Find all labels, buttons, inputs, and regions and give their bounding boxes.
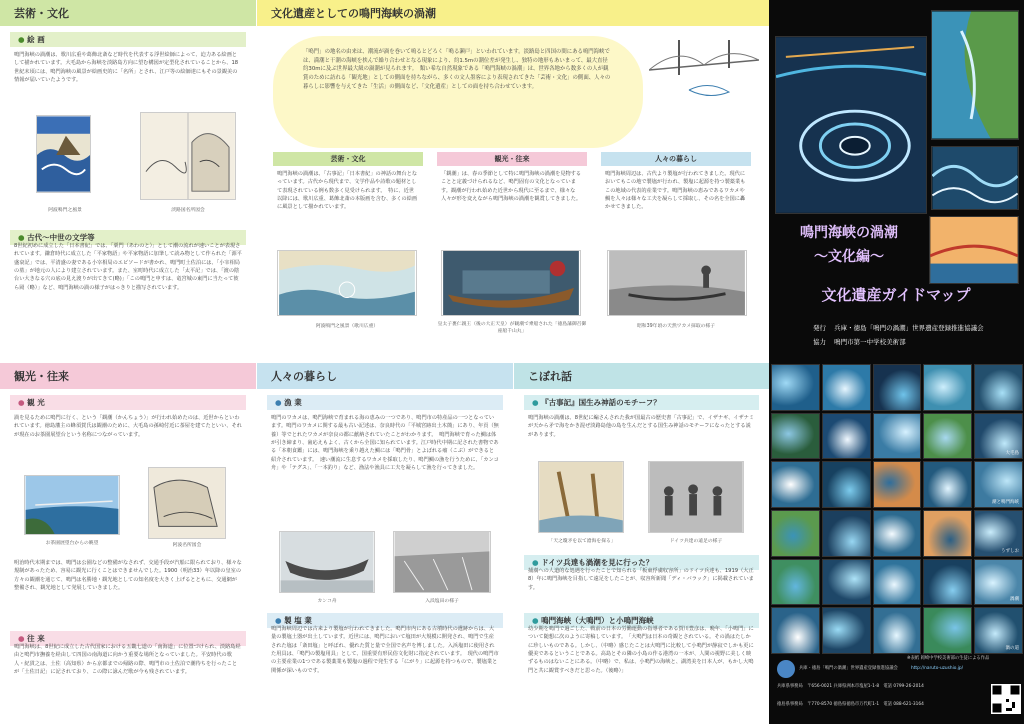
- artwork-thumbnail-grid: [771, 364, 1023, 654]
- footer-tokushima: 徳島県事務局 〒770-8570 徳島県徳島市万代町1-1 電話 088-621-3164: [777, 702, 924, 707]
- footer-url[interactable]: http://naruto-uzushio.jp/: [911, 666, 964, 671]
- bridge-sketch-image: [649, 40, 759, 104]
- artwork-thumbnail: [873, 607, 922, 654]
- salt-field-image: [393, 531, 491, 593]
- caption-kuniumi: 「天之瓊矛を以て滄海を探る」: [548, 539, 616, 544]
- heritage-intro-box: [273, 36, 643, 148]
- cover-waves-painting: [931, 146, 1019, 210]
- column-arts-title: 芸術・文化: [273, 152, 423, 166]
- artwork-thumbnail: [822, 413, 871, 460]
- artwork-thumbnail: [974, 607, 1023, 654]
- artwork-thumbnail: [923, 607, 972, 654]
- artwork-thumbnail: [873, 364, 922, 411]
- caption-ochaen: お茶園展望台からの眺望: [45, 541, 99, 546]
- cover-title-line1: 鳴門海峡の渦潮: [800, 225, 898, 241]
- column-tourism-text: 「観潮」は、春の季節として特に鳴門海峡の渦潮を見物することと定義づけられるなど、鳴門固有の文化となっています。観潮が行われ始めた近世から現代に至るまで、様々な人々が形を変えながら鳴門海峡の渦潮を観賞してきました。: [441, 171, 582, 202]
- artwork-thumbnail: [822, 559, 871, 606]
- panel-arts-culture: [0, 0, 256, 362]
- artwork-thumbnail: [923, 510, 972, 557]
- caption-kanko: カンコ舟: [317, 599, 337, 604]
- hiroshige-landscape-image: [277, 250, 417, 316]
- column-tourism-title: 観光・往来: [437, 152, 587, 166]
- kojiki-text: 鳴門海峡の渦潮は、8世紀に編さんされた我が国最古の歴史書「古事記」で、イザナギ、イザナミが天から矛で海をかき混ぜ淡路島他の島を生んだとする国生み神話のモチーフになったとする説があります。: [528, 415, 755, 438]
- caption-salt-field: 入浜塩田の様子: [425, 599, 459, 604]
- artwork-title: 渦潮: [1009, 597, 1019, 603]
- publisher-line: [813, 323, 1021, 332]
- artwork-thumbnail: [822, 364, 871, 411]
- caption-awa-meisho: 阿波名所図会: [172, 543, 202, 548]
- caption-wakame: 昭和39年頃の天然ワカメ採取の様子: [636, 324, 716, 329]
- subheading-salt: ● 製 塩 業: [267, 613, 503, 628]
- panel-tourism: [0, 363, 256, 724]
- column-life-text: 鳴門海峡周辺は、古代より製塩が行われてきました。現代においてもこの地で製塩が行われ、製塩に起源を持つ製薬業もこの地域の代表的産業です。鳴門海峡の恵みであるワカメや鯛を人々は様々な工夫を凝らして採取し、その名を全国に轟かせてきました。: [605, 171, 746, 211]
- artwork-thumbnail: [923, 413, 972, 460]
- panel-title: 文化遺産としての鳴門海峡の渦潮: [257, 0, 769, 26]
- column-life-title: 人々の暮らし: [601, 152, 751, 166]
- artwork-thumbnail: [873, 461, 922, 508]
- german-soldiers-image: [648, 461, 744, 533]
- awa-meisho-zue-image: [148, 467, 226, 539]
- artwork-thumbnail: [822, 510, 871, 557]
- subheading-konaruto: ● 鳴門海峡（大鳴門）と小鳴門海峡: [524, 613, 759, 628]
- salt-text: 鳴門海峡周辺では古来より製塩が行われてきました。鳴門市内にある古墳時代の遺跡からは、大量の製塩土器が出土しています。近世には、鳴門において塩田が大規模に開発され、鳴門で生産された塩は「斎田塩」と呼ばれ、優れた質と量で全国で名声を博しました。入浜塩田に使用された用具は、「鳴門の製塩用具」として、国重要有形民俗文化財に指定されています。 現代の鳴門市の主要産業の1つである製薬業も製塩の過程で発生する「にがり」に起源を持つもので、製塩業と関係が深いものです。: [271, 626, 499, 674]
- meiji-text: 明治時代末期までは、鳴門は公園などの整備がなされず、交通手段が汽船に限られており、様々な規制があったため、容易に観光に行くことはできませんでした。1900（明治33）年以降の皇室の方々の観潮を通じて、鳴門は名勝地・観光地としての知名度を大きく上げるとともに、交通網が整備され、観光地として発展していきました。: [14, 560, 242, 591]
- artwork-thumbnail: [974, 510, 1023, 557]
- subheading-sightseeing: ● 観 光: [10, 395, 246, 410]
- subheading-painting: ● 絵 画: [10, 32, 246, 47]
- artwork-thumbnail: [923, 364, 972, 411]
- awaji-meisho-zue-image: [140, 112, 236, 200]
- subheading-travel: ● 往 来: [10, 631, 246, 646]
- heritage-intro-text: 「鳴門」の地名の由来は、潮流が渦を巻いて鳴るとどろく「鳴る瀬戸」といわれています。淡路島と四国の間にある鳴門海峡では、満潮と干潮の海峡を挟んで繰り合わせとなる現象により、約1.5mの潮位差が発生し、独特の地形もあいまって、最大直径約30mに及ぶ世界最大級の渦潮が見られます。 類い希な自然現象である「鳴門海峡の渦潮」は、世界各地から数多くの人が観賞のために訪れる「観光地」としての側面を持ちながら、多くの文人墨客により表現されてきた「芸術・文化」の側面、人々の暮らしに影響を与えてきた「生活」の側面など、「文化遺産」としての面を持ち合わせています。: [303, 49, 611, 90]
- artwork-thumbnail: [771, 364, 820, 411]
- artwork-thumbnail: [974, 461, 1023, 508]
- artwork-title: 大毛島: [1005, 451, 1019, 457]
- caption-hiroshige: 阿波鳴門之風景（歌川広重）: [315, 324, 379, 329]
- panel-title: 観光・往来: [0, 363, 256, 389]
- artwork-thumbnail: [822, 461, 871, 508]
- ukiyoe-whirlpool-image: [36, 115, 91, 193]
- publisher-name: 兵庫・徳島「鳴門の渦潮」世界遺産登録推進協議会: [834, 324, 984, 332]
- wakame-harvest-image: [607, 250, 747, 316]
- travel-text: 鳴門海峡は、8世紀に成立した古代国家における五畿七道の「南海道」に位置づけられ、淡路島経由と鳴門市撫養を経由して四国の南海道に向かう重要な場所となっていました。平安時代の歌人・紀貫之は、土佐（高知県）から京都までの帰路の際、鳴門市の土佐泊で潮待ちを行ったことが「土佐日記」に記されており、この際に詠んだ歌が今も残されています。: [14, 644, 241, 675]
- artwork-thumbnail: [974, 413, 1023, 460]
- fishery-text: 鳴門のワカメは、鳴門海峡で育まれる海の恵みの一つであり、鳴門市の特産品の一つとなっています。鳴門のワカメに関する最も古い記述は、奈良時代の「平城宮跡出土木簡」にあり、年貢（無養）等でとれたワカメが奈良の都に献納されていたことがわかります。 鳴門海峡で育った鯛は体が引き締まり、歯応えもよく、古くから全国に知られています。江戸時代中期に記された書物である「本朝食鑑」には、鳴門海峡を乗り越えた鯛には「鳴門骨」とよばれる瘤（こぶ）ができると紹介されています。 速い潮流に生息するワカメを採取したり、鳴門鯛の漁を行うために、「カンコ舟」や「テグス」、「一本釣り」など、漁法や漁具に工夫を凝らして漁を行ってきました。: [271, 415, 499, 471]
- artwork-title: 渦の道: [1005, 645, 1019, 651]
- artwork-thumbnail: [822, 607, 871, 654]
- artwork-thumbnail: [771, 413, 820, 460]
- german-text: 捕虜への人道的な処遇を行ったことで知られる「板東俘虜収容所」のドイツ兵達も、1919（大正8）年に鳴門海峡を目指して遠足をしたことが、収容所新聞「ディ・バラック」に掲載されています。: [528, 568, 754, 591]
- artwork-thumbnail: [873, 559, 922, 606]
- panel-heritage: [257, 0, 769, 362]
- footer-hyogo: 兵庫県事務局 〒656-0021 兵庫県洲本市塩屋1-1-8 電話 0799-26-2014: [777, 684, 924, 689]
- kanko-boat-image: [279, 531, 375, 593]
- cover-panel: [769, 0, 1024, 724]
- literature-text: 8世紀初めに成立した「日本書紀」では、「粟門（あわのと）」として潮の流れが速いことが表現されています。鎌倉時代に成立した「平家物語」や平家物語に加筆して読み物として作られた「源平盛衰記」では、平清盛の妻である小宰相局のエピソードが書かれ、鳴門町土佐泊には、「小宰相局の墓」が地元の人により建立されています。また、室町時代に成立した「太平記」では、「渡の陰台い大きなる穴の底の見え渡りが出てきて(略)」「この鳴門と申すは、竜宮城の東門に当たって彼ら岡（略）」など、鳴門海峡の渦の様子がはっきりと描写されています。: [14, 243, 242, 291]
- caption-awaji: 淡路国名所図会: [171, 208, 205, 213]
- subheading-kojiki: ● 『古事記』国生み神話のモチーフ？: [524, 395, 759, 410]
- artwork-title: うずしお: [1000, 548, 1019, 554]
- artwork-thumbnail: [974, 364, 1023, 411]
- coop-label: 協力: [813, 338, 826, 346]
- artwork-thumbnail: [974, 559, 1023, 606]
- caption-ukiyoe: 阿波鳴門之風景: [48, 208, 82, 213]
- column-arts-text: 鳴門海峡の渦潮は、「古事記」「日本書紀」の神話の舞台となっています。古代から現代まで、文学作品や詩歌の題材として表現されている例も数多く見受けられます。 特に、近世以降には、歌川広重、葛飾北斎の本版画を含む、多くの絵画に風景として描かれています。: [277, 171, 418, 211]
- artwork-thumbnail: [923, 461, 972, 508]
- coop-line: [813, 337, 1021, 346]
- subheading-german: ● ドイツ兵達も渦潮を見に行った？: [524, 555, 759, 570]
- panel-title: 芸術・文化: [0, 0, 256, 26]
- ochaen-view-image: [24, 475, 120, 535]
- artwork-thumbnail: [873, 413, 922, 460]
- artwork-title: 潮と鳴門海峡: [991, 499, 1019, 505]
- panel-life: [257, 363, 513, 724]
- panel-title: 人々の暮らし: [257, 363, 513, 389]
- council-logo: [777, 660, 795, 678]
- publisher-label: 発行: [813, 324, 826, 332]
- cover-coast-painting: [931, 10, 1019, 140]
- artwork-thumbnail: [771, 461, 820, 508]
- qr-code-icon[interactable]: [991, 684, 1021, 714]
- artwork-thumbnail: [771, 607, 820, 654]
- sightseeing-text: 渦を見るために鳴門に行く、という「観潮（かんちょう）」が行われ始めたのは、近世からといわれています。徳島藩主の蜂須賀氏は観潮のために、大毛島の孫崎付近に茶屋を建てたといい、それが現在のお茶園展望台という名称につながっています。: [14, 415, 242, 438]
- cover-bridge-painting: [929, 216, 1019, 284]
- coop-name: 鳴門市第一中学校美術部: [834, 338, 906, 346]
- panel-title: こぼれ話: [514, 363, 769, 389]
- artwork-thumbnail: [923, 559, 972, 606]
- artwork-thumbnail: [873, 510, 922, 557]
- kuniumi-painting-image: [538, 461, 624, 533]
- cover-title-line3: 文化遺産ガイドマップ: [821, 286, 971, 304]
- caption-imperial-boat: 皇太子裏仁親王（後の大正天皇）が観潮で乗船された「徳島藩御召御座船千山丸」: [437, 322, 587, 334]
- cover-whirlpool-painting: [775, 36, 927, 214]
- artwork-thumbnail: [771, 510, 820, 557]
- painting-text: 鳴門海峡の渦潮は、歌川広重や葛飾北斎など時代を代表する浮世絵師によって、迫力ある絵画として描かれています。大毛島から海峡を淡路島方向に望む構図が定型化されていることから、18世紀末頃には、鳴門海峡の風景が絵画史的に「名所」とされ、江戸等の絵師達にもその景観美の情報が届いていたようです。: [14, 52, 239, 83]
- subheading-fishery: ● 漁 業: [267, 395, 503, 410]
- cover-title-line2: ～文化編～: [814, 249, 884, 265]
- footer-org: 兵庫・徳島「鳴門の渦潮」世界遺産登録推進協議会: [799, 666, 898, 671]
- subheading-literature: ● 古代～中世の文学等: [10, 230, 246, 245]
- imperial-boat-image: [441, 250, 581, 316]
- panel-stories: [514, 363, 769, 724]
- artwork-thumbnail: [771, 559, 820, 606]
- cover-credit: ※表紙 岡崎中学校美術部の生徒による作品: [907, 656, 990, 661]
- konaruto-text: 幼少期を鳴門で過ごした、戦前の日本の労働運動の指導者である賀川豊彦は、晩年、「小鳴門」について随想に次のように寄稿しています。 「大鳴門は日本の奇観とされている。その渦はたしかに珍しいものである。しかし、（中略）感じたことは大鳴門に比較して小鳴門が静寂でしかも更に優美であるということである。高島とその隣の小島の作る港湾の一本が、人間の視野に美しく映ずるものはないことにある。（中略）で、私は、小鳴門の海峡と、湖湾美を日本人が、もかし大鳴門と共に観賞すべきだと思った。（後略）」: [528, 626, 754, 674]
- caption-german: ドイツ兵達の遠足の様子: [669, 539, 723, 544]
